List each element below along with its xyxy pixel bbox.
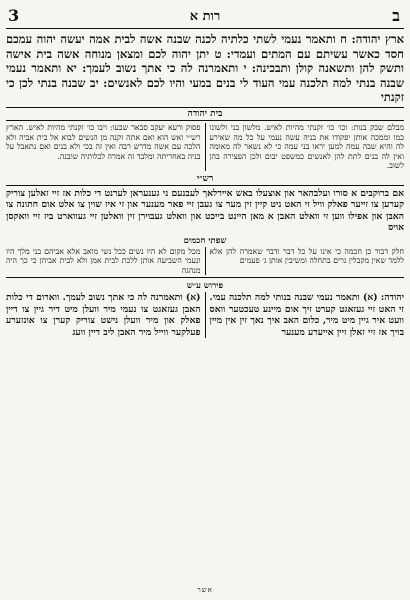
column-rule — [205, 247, 206, 276]
page-number-right: ב — [392, 6, 400, 25]
sub-commentary-columns — [6, 247, 404, 276]
sub-section-title: שפתי חכמים — [183, 235, 227, 246]
commentary-columns — [6, 123, 404, 171]
divider — [6, 277, 404, 278]
bottom-commentary-columns — [6, 292, 404, 338]
rashi-title: רש״י — [6, 173, 404, 186]
wide-commentary: אם ברוקבים א סורו ועלבהאר און אוצעלו באש איירלאך לעבנעם ני גענעראן לערנט די כלות אז זיי זאלען צוריק קערען צו זייער פאלק וויל זי האט ניט קיין זין מער צו געבן זיי פאר מענער און זי איז שוין צו אלט אום חתונה צו האבן און אפילו ווען זי וואלט האבן א מאן היינט בייכט און וואלט געבוירן זין וואלטן זיי געווארט ביז זיי וואקסן אויס — [6, 187, 404, 234]
commentary-title: בית יהודה — [6, 107, 404, 121]
running-title: רות א — [189, 9, 221, 24]
bottom-right-commentary: יהודה: (א) ותאמר נעמי שבנה בנותי למה תלכנה עמי. זי האט זיי געזאגט קערט זיך אום מיינע טעכטער וואס וועט איר גיין מיט מיר, כלום האב איך נאך זין אין מיין בויך אז זיי זאלן זיין אייערע מענער — [209, 292, 404, 338]
page-number-left: 3 — [8, 6, 20, 25]
footer-mark: אשר — [197, 586, 213, 594]
bottom-section-title: פירוש ע״ש — [186, 281, 224, 292]
sub-right-commentary: חלק דבור כן חכמה כי אינו על כל דבר ודבר שאמרה להן אלא ללמד שאין מקבלין גרים בתחלה ומשיבין אותן ג׳ פעמים — [209, 246, 404, 266]
page-header — [6, 4, 404, 29]
bottom-left-commentary: (א) ותאמרנה לה כי אתך נשוב לעמך. ווארום די כלות האבן געזאגט צו נעמי מיר וועלן מיט דיר גיין צו דיין פאלק און מיר וועלן נישט צוריק קערן צו אונזערע פעלקער ווייל מיר האבן ליב דיין וועג — [6, 292, 201, 338]
column-rule — [205, 123, 206, 171]
right-commentary: מבלם שבק בנות: וכו׳ כו׳ זקנתי מהיות לאיש. מלשון בני ולשונו כמו וממכה אותן יפקודו את בניה עשה נעמי על כל מה שאירע לה והיא שבה עמה למען יראו בני עמה כי לא נשאר לה מאומה ואין לה בנים לתת להן לאנשים כמשפט יבום ולכן הפצירה בהן לשוב. — [209, 122, 404, 171]
left-commentary: פסוק ורעא יעקב סבאר שבעו: ויבו כו׳ זקנתי מהיות לאיש. הארץ רש״י ואש הוא ואם אתה זקנה מן הנשים לבוא אל בית אביה ולא הלכה עם אשה מדרש רבה ואין זה בכי ולא בנים ואם נתאבל על בניה באחריתה ומלבד זה אמרה לכלותיה שובנה. — [6, 122, 201, 161]
sub-left-commentary: מכל מקום לא היו נשים ככל נשי מואב אלא אביהם בני מלך היו ונעמי השביעה אותן ללכת לבית אמן ולא לבית אביהן כי כך היה מנהגה — [6, 246, 201, 275]
page — [6, 4, 404, 596]
main-biblical-text: ארץ יהודה: ח ותאמר נעמי לשתי כלתיה לכנה שבנה אשה לבית אמה יעשה יהוה עמכם חסד כאשר עשיתם עם המתים ועמדי: ט יתן יהוה לכם ומצאן מנוחה אשה בית אישה ותשק להן ותשאנה קולן ותבכינה: י ותאמרנה לה כי אתך נשוב לעמך: יא ותאמר נעמי שבנה בנתי למה תלכנה עמי העוד לי בנים במעי והיו לכם לאנשים: יב שבנה בנתי לכן כי זקנתי — [6, 32, 404, 105]
column-rule — [205, 292, 206, 338]
